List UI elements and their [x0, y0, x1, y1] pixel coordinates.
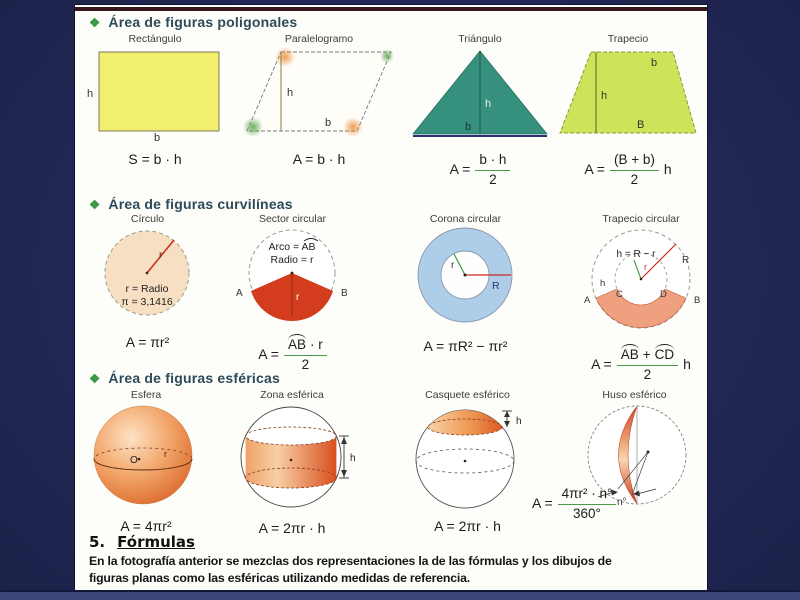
figure-card-casquete	[395, 389, 540, 534]
figure-card-trapecio	[553, 33, 703, 187]
scanned-page-panel	[75, 5, 707, 591]
figure-card-trapecio-circular	[570, 213, 712, 382]
rectangle-figure	[77, 47, 233, 142]
formula-fraction	[284, 336, 327, 372]
section-heading-curvilineas	[89, 196, 293, 212]
formula-lhs: A =	[532, 495, 553, 512]
bottom-accent-bar	[0, 592, 800, 600]
center-dot	[290, 459, 293, 462]
section-heading-poligonales	[89, 14, 297, 30]
fraction-numerator: 4πr² · n°	[561, 486, 613, 501]
formula-lhs: A =	[584, 161, 605, 178]
area-formula: A = 2πr · h	[434, 518, 501, 534]
top-base-label: b	[651, 57, 658, 69]
base-label: b	[153, 132, 161, 142]
center-dot	[291, 272, 294, 275]
sphere-figure	[75, 403, 217, 509]
spherical-zone-figure	[221, 403, 363, 511]
scan-page-edge	[75, 7, 707, 11]
bottom-base-label: B	[637, 119, 645, 131]
base-label: b	[465, 121, 472, 133]
scan-smudge	[380, 49, 394, 63]
figure-card-rectangulo	[77, 33, 233, 167]
parallelogram-shape	[247, 52, 391, 131]
footer-text-line2: figuras planas como las esféricas utilizando medidas de referencia.	[89, 571, 470, 585]
area-formula: A = 2πr · h	[258, 520, 326, 536]
small-radius-label: r	[451, 260, 455, 271]
figure-title: Círculo	[130, 213, 165, 225]
angle-label: n°	[617, 497, 627, 508]
formula-suffix: h	[663, 161, 672, 178]
height-label: h	[485, 98, 492, 110]
area-formula: S = b · h	[128, 151, 182, 167]
height-label: h	[87, 88, 94, 100]
formula-fraction	[558, 485, 617, 521]
fraction-denominator: 2	[489, 171, 497, 187]
radius-info: r = Radio	[125, 283, 169, 295]
footer-number: 5.	[89, 533, 106, 551]
figure-title: Rectángulo	[128, 33, 182, 45]
circular-trapezoid-figure	[570, 227, 712, 337]
fraction-numerator: b · h	[479, 152, 507, 167]
trapezoid-figure	[553, 47, 703, 142]
scan-smudge	[243, 117, 263, 137]
point-c-label: C	[616, 289, 623, 300]
annulus-figure	[393, 227, 538, 329]
arrow-down-icon	[341, 470, 347, 477]
section-heading-esfericas	[89, 370, 280, 386]
figure-title: Corona circular	[429, 213, 502, 225]
height-label: h	[600, 278, 606, 289]
arrow-down-icon	[504, 421, 510, 427]
pi-info: π = 3,1416	[121, 296, 173, 308]
triangle-figure	[405, 47, 555, 142]
area-formula: A = πr²	[125, 334, 170, 350]
figure-card-sector	[220, 213, 365, 372]
formula-fraction	[610, 151, 659, 187]
rectangle-shape	[99, 52, 219, 131]
fraction-denominator: 2	[630, 171, 639, 187]
area-formula: A = b · h	[292, 151, 346, 167]
figure-title: Triángulo	[458, 33, 502, 45]
area-formula	[220, 336, 365, 372]
center-dot	[464, 274, 467, 277]
small-radius-label: r	[644, 262, 648, 273]
parallelogram-figure	[241, 47, 397, 142]
center-label: O	[130, 455, 138, 466]
figure-card-corona	[393, 213, 538, 354]
base-label: b	[325, 117, 332, 129]
point-a-label: A	[236, 288, 243, 299]
fraction-numerator-rest: · r	[309, 337, 323, 352]
point-a-label: A	[584, 295, 591, 306]
figure-title: Trapecio circular	[602, 213, 680, 225]
section-bullet-icon: ❖	[89, 16, 101, 30]
spherical-cap-figure	[395, 403, 540, 509]
plus-sign: +	[642, 347, 651, 362]
figure-card-esfera	[75, 389, 217, 534]
fraction-numerator: (B + b)	[613, 152, 655, 167]
figure-title: Paralelogramo	[284, 33, 354, 45]
point-b-label: B	[694, 295, 701, 306]
fraction-denominator: 360°	[573, 505, 601, 521]
radius-info: Radio = r	[270, 254, 314, 266]
formula-fraction	[617, 346, 678, 382]
point-d-label: D	[660, 289, 667, 300]
arc-cd: CD	[654, 347, 675, 362]
center-dot	[146, 272, 149, 275]
height-label: h	[287, 87, 294, 99]
area-formula	[553, 151, 703, 187]
section-heading-text: Área de figuras poligonales	[108, 14, 298, 30]
radius-label: r	[164, 449, 167, 459]
arrow-up-icon	[341, 437, 347, 444]
figure-title: Esfera	[130, 389, 162, 401]
footer-text-line1: En la fotografía anterior se mezclas dos representaciones la de las fórmulas y los dibujos de	[89, 554, 612, 568]
trapezoid-shape	[560, 52, 696, 133]
footer-heading	[89, 533, 195, 551]
figure-title: Trapecio	[607, 33, 649, 45]
formula-lhs: A =	[449, 161, 471, 178]
figure-title: Sector circular	[258, 213, 327, 225]
point-b-label: B	[341, 288, 348, 299]
figure-card-triangulo	[405, 33, 555, 187]
formula-lhs: A =	[258, 346, 279, 363]
formula-fraction	[475, 151, 510, 187]
height-label: h	[350, 453, 356, 464]
fraction-denominator: 2	[301, 356, 310, 372]
big-radius-label: R	[492, 280, 500, 292]
radius-label: r	[159, 250, 163, 261]
big-radius-label: R	[682, 255, 690, 266]
arrow-up-icon	[504, 411, 510, 417]
figure-card-huso	[532, 389, 707, 521]
scan-smudge	[275, 47, 295, 67]
figure-title: Huso esférico	[602, 389, 667, 401]
radius-label: r	[296, 292, 300, 303]
area-formula	[532, 485, 616, 521]
figure-card-circulo	[75, 213, 220, 350]
height-label: h	[516, 416, 522, 427]
section-bullet-icon: ❖	[89, 372, 101, 386]
sphere-shape	[94, 406, 192, 504]
figure-title: Casquete esférico	[425, 389, 510, 401]
arc-ab: AB	[620, 347, 639, 362]
center-dot	[464, 460, 467, 463]
area-formula	[570, 346, 712, 382]
center-dot	[640, 278, 643, 281]
sector-figure	[220, 227, 365, 327]
area-formula: A = πR² − πr²	[423, 338, 508, 354]
figure-card-paralelogramo	[241, 33, 397, 167]
formula-suffix: h	[683, 356, 691, 373]
circle-figure	[75, 227, 220, 325]
figure-card-zona	[221, 389, 363, 536]
formula-lhs: A =	[591, 356, 612, 373]
fraction-denominator: 2	[643, 366, 652, 382]
figure-title: Zona esférica	[260, 389, 324, 401]
cap-shape	[428, 410, 502, 435]
footer-title: Fórmulas	[117, 533, 195, 551]
height-info: h = R − r	[616, 249, 656, 260]
arc-info: Arco = AB	[268, 241, 316, 253]
height-label: h	[601, 90, 608, 102]
center-dot	[138, 458, 141, 461]
area-formula: A = 4πr²	[120, 518, 172, 534]
area-formula	[405, 151, 555, 187]
arc-ab: AB	[287, 337, 306, 352]
scan-smudge	[343, 117, 363, 137]
section-heading-text: Área de figuras esféricas	[108, 370, 280, 386]
section-bullet-icon: ❖	[89, 198, 101, 212]
section-heading-text: Área de figuras curvilíneas	[108, 196, 293, 212]
